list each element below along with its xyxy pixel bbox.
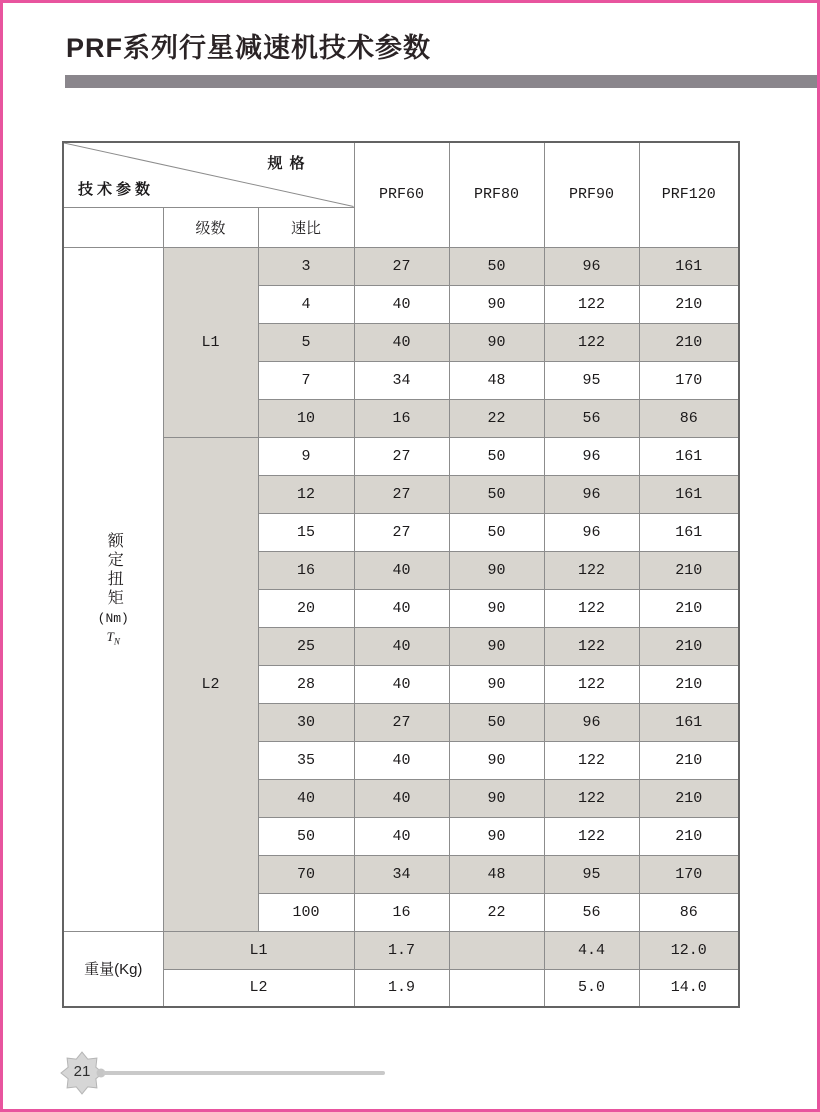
ratio-cell: 3 bbox=[258, 247, 354, 285]
value-cell: 210 bbox=[639, 665, 739, 703]
weight-value-cell: 4.4 bbox=[544, 931, 639, 969]
value-cell: 161 bbox=[639, 437, 739, 475]
value-cell: 86 bbox=[639, 399, 739, 437]
value-cell: 96 bbox=[544, 703, 639, 741]
value-cell: 16 bbox=[354, 893, 449, 931]
value-cell: 122 bbox=[544, 741, 639, 779]
value-cell: 90 bbox=[449, 551, 544, 589]
ratio-cell: 12 bbox=[258, 475, 354, 513]
ratio-cell: 20 bbox=[258, 589, 354, 627]
ratio-cell: 16 bbox=[258, 551, 354, 589]
value-cell: 50 bbox=[449, 437, 544, 475]
value-cell: 210 bbox=[639, 285, 739, 323]
value-cell: 122 bbox=[544, 589, 639, 627]
corner-label-tech-params: 技术参数 bbox=[78, 180, 155, 198]
value-cell: 161 bbox=[639, 475, 739, 513]
value-cell: 40 bbox=[354, 589, 449, 627]
value-cell: 210 bbox=[639, 817, 739, 855]
weight-value-cell: 1.9 bbox=[354, 969, 449, 1007]
value-cell: 22 bbox=[449, 399, 544, 437]
value-cell: 56 bbox=[544, 893, 639, 931]
value-cell: 90 bbox=[449, 285, 544, 323]
value-cell: 50 bbox=[449, 703, 544, 741]
value-cell: 122 bbox=[544, 665, 639, 703]
torque-symbol bbox=[107, 629, 120, 647]
ratio-cell: 100 bbox=[258, 893, 354, 931]
value-cell: 210 bbox=[639, 589, 739, 627]
value-cell: 96 bbox=[544, 513, 639, 551]
empty-corner-cell bbox=[63, 207, 163, 247]
ratio-cell: 15 bbox=[258, 513, 354, 551]
weight-value-cell: 12.0 bbox=[639, 931, 739, 969]
value-cell: 90 bbox=[449, 817, 544, 855]
ratio-cell: 28 bbox=[258, 665, 354, 703]
ratio-cell: 35 bbox=[258, 741, 354, 779]
value-cell: 96 bbox=[544, 437, 639, 475]
value-cell: 90 bbox=[449, 627, 544, 665]
value-cell: 40 bbox=[354, 551, 449, 589]
ratio-cell: 30 bbox=[258, 703, 354, 741]
value-cell: 90 bbox=[449, 323, 544, 361]
ratio-cell: 4 bbox=[258, 285, 354, 323]
value-cell: 210 bbox=[639, 627, 739, 665]
corner-label-spec: 规格 bbox=[267, 155, 312, 172]
value-cell: 96 bbox=[544, 475, 639, 513]
ratio-cell: 70 bbox=[258, 855, 354, 893]
value-cell: 40 bbox=[354, 779, 449, 817]
value-cell: 210 bbox=[639, 323, 739, 361]
value-cell: 48 bbox=[449, 361, 544, 399]
value-cell: 86 bbox=[639, 893, 739, 931]
title-underline-bar bbox=[65, 75, 817, 88]
spec-table bbox=[62, 141, 740, 1008]
value-cell: 56 bbox=[544, 399, 639, 437]
table-header-row bbox=[63, 142, 739, 207]
value-cell: 210 bbox=[639, 551, 739, 589]
value-cell: 170 bbox=[639, 855, 739, 893]
value-cell: 122 bbox=[544, 551, 639, 589]
value-cell: 27 bbox=[354, 247, 449, 285]
value-cell: 50 bbox=[449, 513, 544, 551]
value-cell: 34 bbox=[354, 855, 449, 893]
table-row bbox=[63, 247, 739, 285]
ratio-cell: 5 bbox=[258, 323, 354, 361]
weight-row bbox=[63, 969, 739, 1007]
torque-label-cell bbox=[63, 247, 163, 931]
ratio-cell: 7 bbox=[258, 361, 354, 399]
value-cell: 27 bbox=[354, 513, 449, 551]
value-cell: 50 bbox=[449, 475, 544, 513]
torque-symbol-subscript: N bbox=[113, 636, 120, 647]
stage-cell-l2: L2 bbox=[163, 437, 258, 931]
value-cell: 22 bbox=[449, 893, 544, 931]
value-cell: 210 bbox=[639, 741, 739, 779]
value-cell: 40 bbox=[354, 323, 449, 361]
subheader-stage: 级数 bbox=[163, 207, 258, 247]
value-cell: 170 bbox=[639, 361, 739, 399]
value-cell: 95 bbox=[544, 361, 639, 399]
value-cell: 96 bbox=[544, 247, 639, 285]
subheader-ratio: 速比 bbox=[258, 207, 354, 247]
torque-symbol-letter: T bbox=[106, 628, 114, 644]
value-cell: 161 bbox=[639, 703, 739, 741]
value-cell: 27 bbox=[354, 475, 449, 513]
value-cell: 27 bbox=[354, 703, 449, 741]
page-footer bbox=[60, 1051, 460, 1095]
column-header-prf90: PRF90 bbox=[544, 142, 639, 247]
weight-value-cell bbox=[449, 931, 544, 969]
value-cell: 122 bbox=[544, 323, 639, 361]
value-cell: 122 bbox=[544, 285, 639, 323]
weight-value-cell: 1.7 bbox=[354, 931, 449, 969]
value-cell: 90 bbox=[449, 779, 544, 817]
value-cell: 34 bbox=[354, 361, 449, 399]
ratio-cell: 40 bbox=[258, 779, 354, 817]
value-cell: 40 bbox=[354, 627, 449, 665]
value-cell: 122 bbox=[544, 817, 639, 855]
weight-value-cell bbox=[449, 969, 544, 1007]
torque-unit: (Nm) bbox=[97, 610, 129, 626]
value-cell: 90 bbox=[449, 741, 544, 779]
diagonal-corner-cell bbox=[63, 142, 354, 207]
value-cell: 48 bbox=[449, 855, 544, 893]
ratio-cell: 50 bbox=[258, 817, 354, 855]
value-cell: 40 bbox=[354, 665, 449, 703]
weight-value-cell: 14.0 bbox=[639, 969, 739, 1007]
ratio-cell: 9 bbox=[258, 437, 354, 475]
value-cell: 122 bbox=[544, 779, 639, 817]
ratio-cell: 10 bbox=[258, 399, 354, 437]
weight-stage-cell: L1 bbox=[163, 931, 354, 969]
ratio-cell: 25 bbox=[258, 627, 354, 665]
value-cell: 40 bbox=[354, 285, 449, 323]
torque-label bbox=[64, 532, 163, 647]
weight-label-cell: 重量(Kg) bbox=[63, 931, 163, 1007]
page-title: PRF系列行星减速机技术参数 bbox=[66, 33, 431, 63]
column-header-prf80: PRF80 bbox=[449, 142, 544, 247]
weight-row bbox=[63, 931, 739, 969]
footer-decorative-line bbox=[103, 1071, 385, 1075]
page-number: 21 bbox=[73, 1063, 91, 1080]
torque-label-vertical-text: 额定扭矩 bbox=[105, 531, 123, 608]
table-row bbox=[63, 437, 739, 475]
value-cell: 95 bbox=[544, 855, 639, 893]
value-cell: 210 bbox=[639, 779, 739, 817]
value-cell: 50 bbox=[449, 247, 544, 285]
value-cell: 161 bbox=[639, 247, 739, 285]
value-cell: 40 bbox=[354, 817, 449, 855]
value-cell: 90 bbox=[449, 665, 544, 703]
value-cell: 90 bbox=[449, 589, 544, 627]
value-cell: 122 bbox=[544, 627, 639, 665]
column-header-prf60: PRF60 bbox=[354, 142, 449, 247]
stage-cell-l1: L1 bbox=[163, 247, 258, 437]
value-cell: 40 bbox=[354, 741, 449, 779]
column-header-prf120: PRF120 bbox=[639, 142, 739, 247]
value-cell: 27 bbox=[354, 437, 449, 475]
weight-value-cell: 5.0 bbox=[544, 969, 639, 1007]
weight-stage-cell: L2 bbox=[163, 969, 354, 1007]
value-cell: 161 bbox=[639, 513, 739, 551]
value-cell: 16 bbox=[354, 399, 449, 437]
